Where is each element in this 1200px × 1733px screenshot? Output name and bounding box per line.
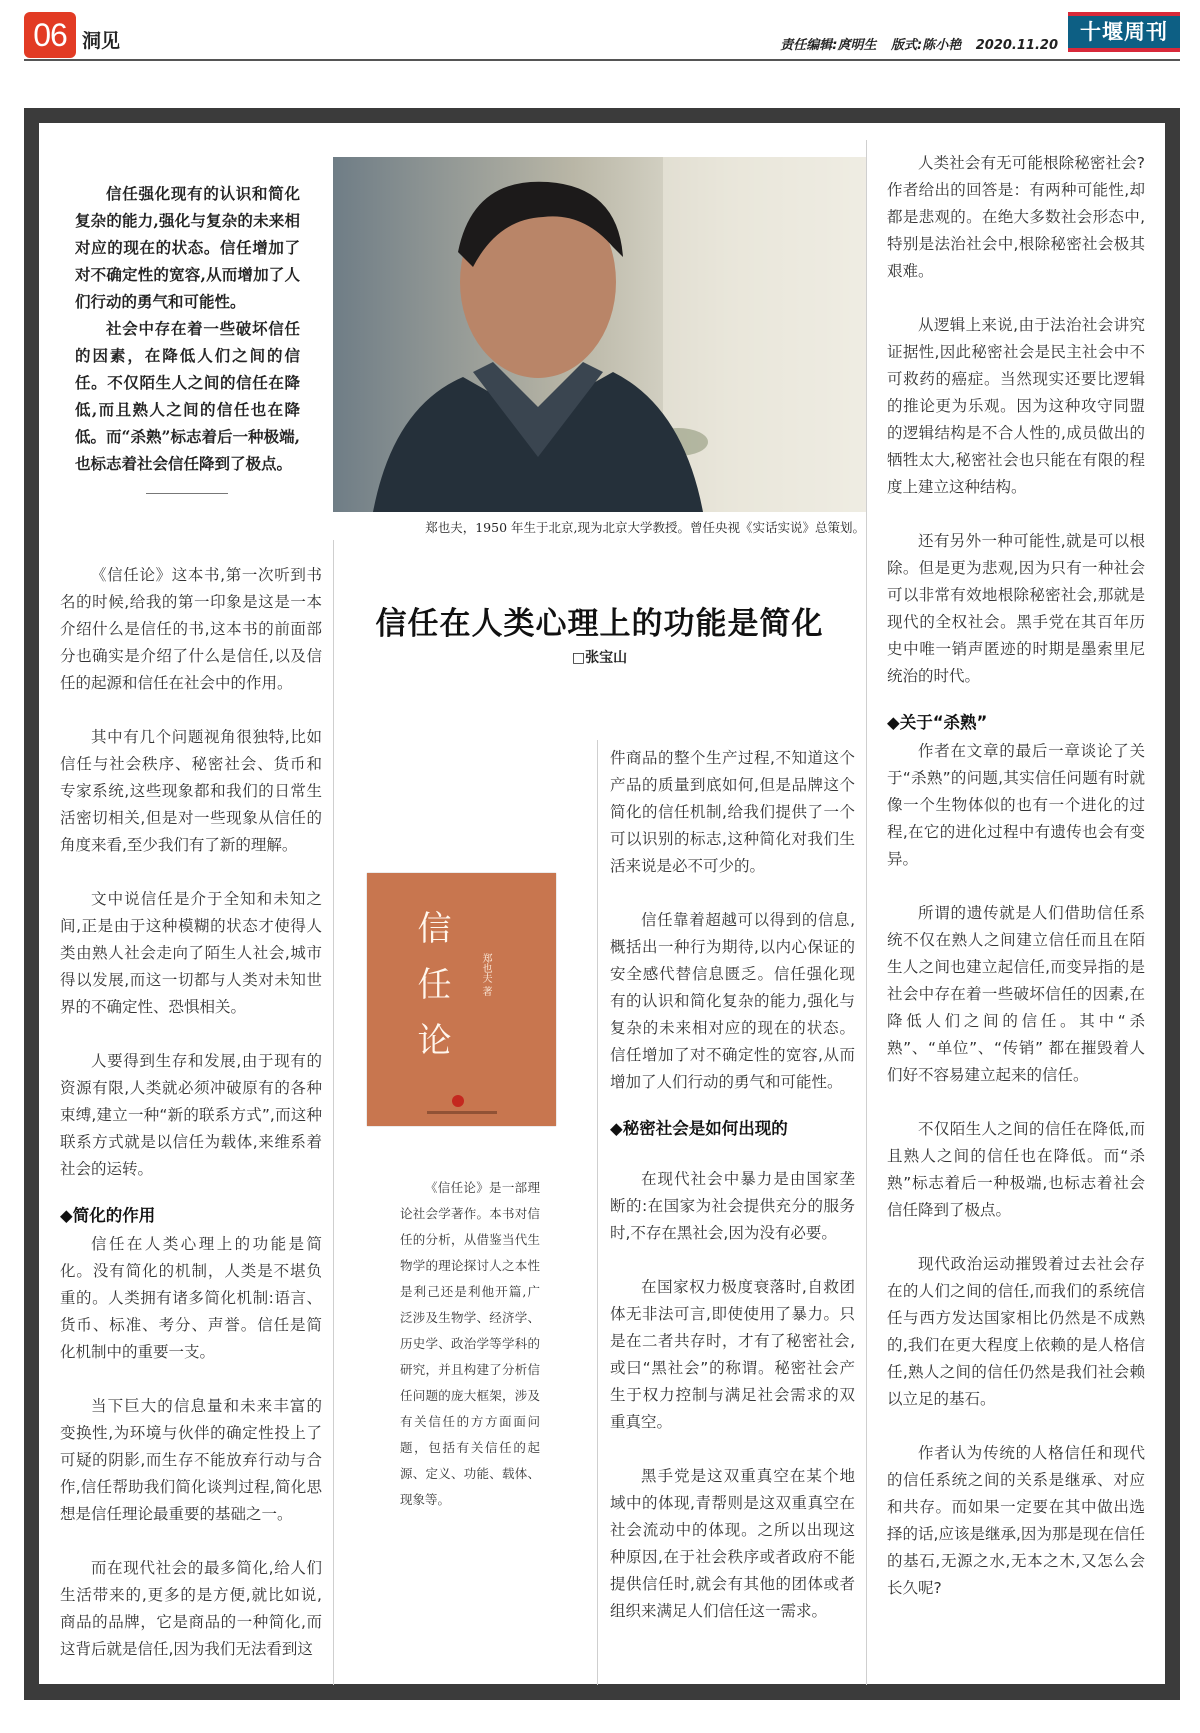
section-heading: ◆简化的作用 bbox=[60, 1206, 156, 1225]
article-byline: □张宝山 bbox=[571, 650, 628, 666]
article-paragraph: 信任靠着超越可以得到的信息,概括出一种行为期待,以内心保证的安全感代替信息匮乏。信任强化现有的认识和简化复杂的能力,强化与复杂的未来相对应的现在的状态。信任增加了对不确定性的宽容,从而增加了人们行动的勇气和可能性。 bbox=[610, 911, 855, 1091]
pull-quote-paragraph: 社会中存在着一些破坏信任的因素，在降低人们之间的信任。不仅陌生人之间的信任在降低,而且熟人之间的信任也在降低。而“杀熟”标志着后一种极端,也标志着社会信任降到了极点。 bbox=[75, 319, 300, 473]
column-divider bbox=[597, 740, 598, 1685]
pull-quote-paragraph: 信任强化现有的认识和简化复杂的能力,强化与复杂的未来相对应的现在的状态。信任增加了对不确定性的宽容,从而增加了人们行动的勇气和可能性。 bbox=[75, 184, 300, 311]
article-paragraph: 人要得到生存和发展,由于现有的资源有限,人类就必须冲破原有的各种束缚,建立一种“新的联系方式”,而这种联系方式就是以信任为载体,来维系着社会的运转。 bbox=[60, 1052, 322, 1178]
book-blurb-text: 《信任论》是一部理论社会学著作。本书对信任的分析，从借鉴当代生物学的理论探讨人之本性是利己还是利他开篇,广泛涉及生物学、经济学、历史学、政治学等学科的研究，并且构建了分析信任问题的庞大框架，涉及有关信任的方方面面问题，包括有关信任的起源、定义、功能、载体、现象等。 bbox=[400, 1180, 540, 1507]
article-paragraph: 作者在文章的最后一章谈论了关于“杀熟”的问题,其实信任问题有时就像一个生物体似的也有一个进化的过程,在它的进化过程中有遗传也会有变异。 bbox=[887, 742, 1145, 868]
header-rule bbox=[24, 59, 1180, 61]
pull-quote-rule bbox=[146, 493, 228, 494]
section-heading: ◆秘密社会是如何出现的 bbox=[610, 1119, 788, 1138]
article-paragraph: 件商品的整个生产过程,不知道这个产品的质量到底如何,但是品牌这个简化的信任机制,给我们提供了一个可以识别的标志,这种简化对我们生活来说是必不可少的。 bbox=[610, 749, 855, 875]
column-divider bbox=[866, 140, 867, 1685]
article-paragraph: 作者认为传统的人格信任和现代的信任系统之间的关系是继承、对应和共存。而如果一定要在其中做出选择的话,应该是继承,因为那是现在信任的基石,无源之水,无本之木,又怎么会长久呢? bbox=[887, 1444, 1145, 1597]
section-name: 洞见 bbox=[82, 30, 121, 52]
article-paragraph: 在现代社会中暴力是由国家垄断的:在国家为社会提供充分的服务时,不存在黑社会,因为没有必要。 bbox=[610, 1170, 855, 1242]
credits bbox=[770, 34, 1058, 53]
article-paragraph: 其中有几个问题视角很独特,比如信任与社会秩序、秘密社会、货币和专家系统,这些现象都和我们的日常生活密切相关,但是对一些现象从信任的角度来看,至少我们有了新的理解。 bbox=[60, 728, 322, 854]
article-paragraph: 现代政治运动摧毁着过去社会存在的人们之间的信任,而我们的系统信任与西方发达国家相比仍然是不成熟的,我们在更大程度上依赖的是人格信任,熟人之间的信任仍然是我们社会赖以立足的基石。 bbox=[887, 1255, 1145, 1408]
section-heading: ◆关于“杀熟” bbox=[887, 713, 988, 732]
article-paragraph: 《信任论》这本书,第一次听到书名的时候,给我的第一印象是这是一本介绍什么是信任的书,这本书的前面部分也确实是介绍了什么是信任,以及信任的起源和信任在社会中的作用。 bbox=[60, 566, 322, 692]
column-left bbox=[60, 562, 322, 1690]
pull-quote bbox=[75, 180, 300, 477]
article-paragraph: 不仅陌生人之间的信任在降低,而且熟人之间的信任也在降低。而“杀熟”标志着后一种极端,也标志着社会信任降到了极点。 bbox=[887, 1120, 1145, 1219]
article-paragraph: 人类社会有无可能根除秘密社会?作者给出的回答是：有两种可能性,却都是悲观的。在绝大多数社会形态中,特别是法治社会中,根除秘密社会极其艰难。 bbox=[887, 154, 1145, 280]
book-cover-author: 郑也夫 著 bbox=[480, 953, 491, 997]
publisher-logo-icon bbox=[452, 1095, 464, 1107]
article-paragraph: 所谓的遗传就是人们借助信任系统不仅在熟人之间建立信任而且在陌生人之间也建立起信任,而变异指的是社会中存在着一些破坏信任的因素,在降低人们之间的信任。其中“杀熟”、“单位”、“传销” 都在摧毁着人们好不容易建立起来的信任。 bbox=[887, 904, 1145, 1084]
column-right bbox=[887, 150, 1145, 1629]
article-title: 信任在人类心理上的功能是简化 bbox=[375, 606, 824, 642]
article-paragraph: 而在现代社会的最多简化,给人们生活带来的,更多的是方便,就比如说,商品的品牌，它是商品的一种简化,而这背后就是信任,因为我们无法看到这 bbox=[60, 1559, 322, 1658]
author-photo bbox=[333, 157, 866, 512]
article-paragraph: 还有另外一种可能性,就是可以根除。但是更为悲观,因为只有一种社会可以非常有效地根除秘密社会,那就是现代的全权社会。黑手党在其百年历史中唯一销声匿迹的时期是墨索里尼统治的时代。 bbox=[887, 532, 1145, 685]
article-paragraph: 信任在人类心理上的功能是简化。没有简化的机制，人类是不堪负重的。人类拥有诸多简化机制:语言、货币、标准、考分、声誉。信任是简化机制中的重要一支。 bbox=[60, 1235, 322, 1361]
book-blurb bbox=[400, 1175, 540, 1513]
masthead-logo: 十堰周刊 bbox=[1068, 12, 1180, 52]
column-middle bbox=[610, 745, 855, 1652]
publisher-mark bbox=[427, 1111, 497, 1114]
book-cover-title-text: 信任论 bbox=[417, 909, 452, 1061]
layout-credit: 版式:陈小艳 bbox=[891, 38, 962, 53]
article-paragraph: 当下巨大的信息量和未来丰富的变换性,为环境与伙伴的确定性投上了可疑的阴影,而生存不能放弃行动与合作,信任帮助我们简化谈判过程,简化思想是信任理论最重要的基础之一。 bbox=[60, 1397, 322, 1523]
article-paragraph: 文中说信任是介于全知和未知之间,正是由于这种模糊的状态才使得人类由熟人社会走向了陌生人社会,城市得以发展,而这一切都与人类对未知世界的不确定性、恐惧相关。 bbox=[60, 890, 322, 1016]
article-paragraph: 从逻辑上来说,由于法治社会讲究证据性,因此秘密社会是民主社会中不可救药的癌症。当然现实还要比逻辑的推论更为乐观。因为这种攻守同盟的逻辑结构是不合人性的,成员做出的牺牲太大,秘密社会也只能在有限的程度上建立这种结构。 bbox=[887, 316, 1145, 496]
article-paragraph: 黑手党是这双重真空在某个地域中的体现,青帮则是这双重真空在社会流动中的体现。之所以出现这种原因,在于社会秩序或者政府不能提供信任时,就会有其他的团体或者组织来满足人们信任这一需求。 bbox=[610, 1467, 855, 1620]
editor-credit: 责任编辑:庹明生 bbox=[780, 38, 877, 53]
page-number-badge: 06 bbox=[24, 12, 76, 58]
article-paragraph: 在国家权力极度衰落时,自救团体无非法可言,即使使用了暴力。只是在二者共存时，才有了秘密社会,或曰“黑社会”的称谓。秘密社会产生于权力控制与满足社会需求的双重真空。 bbox=[610, 1278, 855, 1431]
book-cover bbox=[367, 873, 556, 1126]
photo-caption: 郑也夫，1950 年生于北京,现为北京大学教授。曾任央视《实话实说》总策划。 bbox=[425, 520, 865, 535]
issue-date: 2020.11.20 bbox=[975, 38, 1058, 53]
column-divider bbox=[333, 540, 334, 1685]
